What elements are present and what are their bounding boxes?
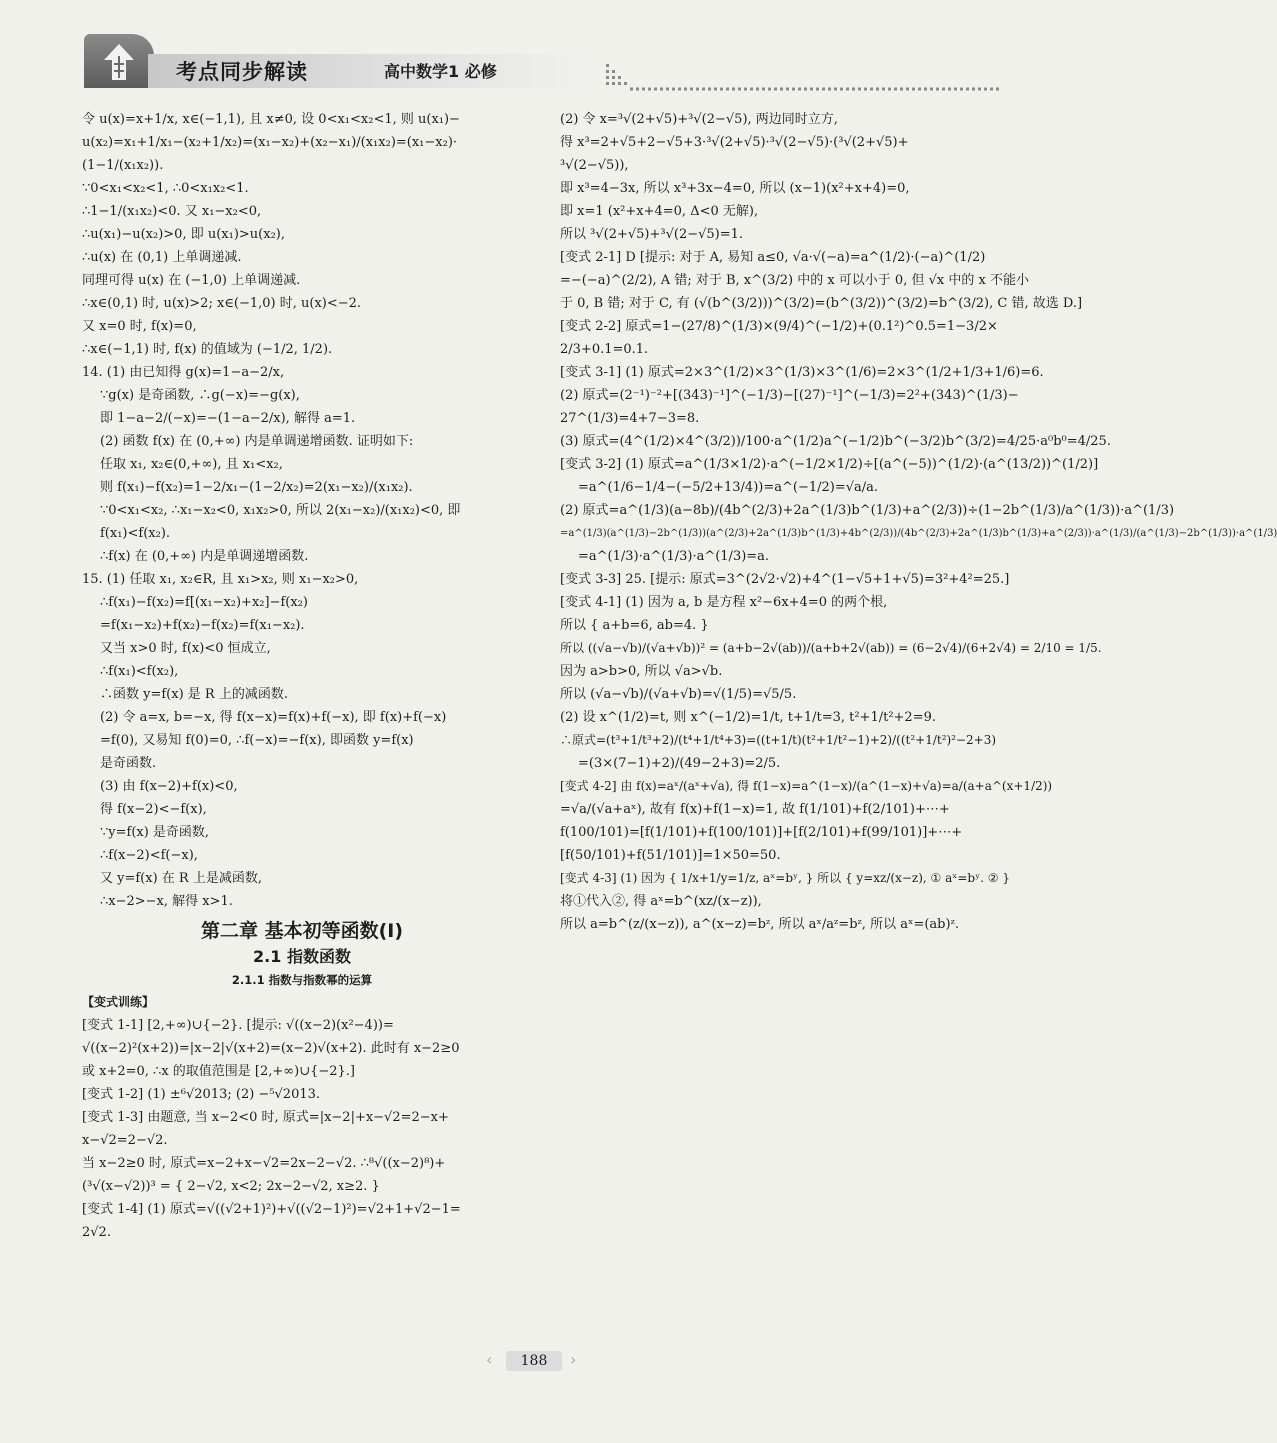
text-line: (2) 令 x=³√(2+√5)+³√(2−√5), 两边同时立方, <box>560 112 838 127</box>
text-line: 2/3+0.1=0.1. <box>560 342 649 357</box>
text-line: 得 x³=2+√5+2−√5+3·³√(2+√5)·³√(2−√5)·(³√(2+√5)+ <box>560 135 909 150</box>
text-line: (1−1/(x₁x₂)). <box>82 158 164 173</box>
right-chevron-icon: › <box>570 1350 577 1369</box>
text-line: 所以 (√a−√b)/(√a+√b)=√(1/5)=√5/5. <box>560 687 797 702</box>
text-line: ∴1−1/(x₁x₂)<0. 又 x₁−x₂<0, <box>82 204 262 219</box>
text-line: (3) 原式=(4^(1/2)×4^(3/2))/100·a^(1/2)a^(−1/2)b^(−3/2)b^(3/2)=4/25·a⁰b⁰=4/25. <box>560 434 1111 449</box>
variant-3-1: [变式 3-1] (1) 原式=2×3^(1/2)×3^(1/3)×3^(1/6)=2×3^(1/2+1/3+1/6)=6. <box>560 365 1044 380</box>
book-subject: 高中数学1 必修 <box>384 62 497 81</box>
problem-14: 14. (1) 由已知得 g(x)=1−a−2/x, <box>82 365 285 380</box>
chapter-title: 第二章 基本初等函数(Ⅰ) <box>200 920 404 942</box>
text-line: x−√2=2−√2. <box>82 1133 168 1148</box>
text-line: ∵0<x₁<x₂<1, ∴0<x₁x₂<1. <box>82 181 249 196</box>
text-line: (2) 函数 f(x) 在 (0,+∞) 内是单调递增函数. 证明如下: <box>100 434 414 449</box>
text-line: 27^(1/3)=4+7−3=8. <box>560 411 700 426</box>
text-line: ∴x∈(−1,1) 时, f(x) 的值域为 (−1/2, 1/2). <box>82 342 333 357</box>
text-line: 将①代入②, 得 aˣ=b^(xz/(x−z)), <box>560 894 762 909</box>
text-line: ∴u(x₁)−u(x₂)>0, 即 u(x₁)>u(x₂), <box>82 227 285 242</box>
variant-1-1: [变式 1-1] [2,+∞)∪{−2}. [提示: √((x−2)(x²−4))= <box>82 1018 394 1033</box>
text-line: 得 f(x−2)<−f(x), <box>100 802 207 817</box>
header-dot-pattern <box>604 62 999 94</box>
text-line: (³√(x−√2))³ = { 2−√2, x<2; 2x−2−√2, x≥2. } <box>82 1179 380 1194</box>
text-line: (2) 令 a=x, b=−x, 得 f(x−x)=f(x)+f(−x), 即 f(x)+f(−x) <box>100 710 447 725</box>
text-line: 则 f(x₁)−f(x₂)=1−2/x₁−(1−2/x₂)=2(x₁−x₂)/(x₁x₂). <box>100 480 413 495</box>
variant-3-3: [变式 3-3] 25. [提示: 原式=3^(2√2·√2)+4^(1−√5+1+√5)=3²+4²=25.] <box>560 572 1010 587</box>
text-line: (2) 原式=a^(1/3)(a−8b)/(4b^(2/3)+2a^(1/3)b^(1/3)+a^(2/3))÷(1−2b^(1/3)/a^(1/3))·a^(1/3) <box>560 503 1175 518</box>
text-line: =a^(1/3)(a^(1/3)−2b^(1/3))(a^(2/3)+2a^(1/3)b^(1/3)+4b^(2/3))/(4b^(2/3)+2a^(1/3)b^(1/3)+a^(2/3))·a^(1/3)/(a^(1/3)−2b^(1/3))·a^(1/3) <box>560 528 1277 539</box>
text-line: ∴u(x) 在 (0,1) 上单调递减. <box>82 250 242 265</box>
text-line: ∴f(x₁)<f(x₂), <box>100 664 179 679</box>
text-line: ∴f(x−2)<f(−x), <box>100 848 198 863</box>
text-line: =f(0), 又易知 f(0)=0, ∴f(−x)=−f(x), 即函数 y=f(x) <box>100 733 414 748</box>
text-line: 又 y=f(x) 在 R 上是减函数, <box>100 871 262 886</box>
text-line: ∵0<x₁<x₂, ∴x₁−x₂<0, x₁x₂>0, 所以 2(x₁−x₂)/(x₁x₂)<0, 即 <box>100 503 461 518</box>
text-line: =a^(1/6−1/4−(−5/2+13/4))=a^(−1/2)=√a/a. <box>578 480 879 495</box>
text-line: 同理可得 u(x) 在 (−1,0) 上单调递减. <box>82 273 301 288</box>
text-line: (2) 设 x^(1/2)=t, 则 x^(−1/2)=1/t, t+1/t=3, t²+1/t²+2=9. <box>560 710 936 725</box>
text-line: 或 x+2=0, ∴x 的取值范围是 [2,+∞)∪{−2}.] <box>82 1064 355 1079</box>
text-line: =f(x₁−x₂)+f(x₂)−f(x₂)=f(x₁−x₂). <box>100 618 305 633</box>
right-column <box>560 108 1277 936</box>
text-line: ∴函数 y=f(x) 是 R 上的减函数. <box>100 687 288 702</box>
text-line: ∴x−2>−x, 解得 x>1. <box>100 894 233 909</box>
text-line: ∵g(x) 是奇函数, ∴g(−x)=−g(x), <box>100 388 300 403</box>
text-line: 于 0, B 错; 对于 C, 有 (√(b^(3/2)))^(3/2)=(b^(3/2))^(3/2)=b^(3/2), C 错, 故选 D.] <box>560 296 1083 311</box>
variant-1-4: [变式 1-4] (1) 原式=√((√2+1)²)+√((√2−1)²)=√2+1+√2−1= <box>82 1202 461 1217</box>
section-title: 2.1 指数函数 <box>253 947 351 966</box>
text-line: ∴原式=(t³+1/t³+2)/(t⁴+1/t⁴+3)=((t+1/t)(t²+1/t²−1)+2)/((t²+1/t²)²−2+3) <box>560 733 997 747</box>
left-column <box>82 108 522 1244</box>
text-line: ∴f(x) 在 (0,+∞) 内是单调递增函数. <box>100 549 309 564</box>
text-line: √((x−2)²(x+2))=|x−2|√(x+2)=(x−2)√(x+2). 此时有 x−2≥0 <box>82 1041 460 1056</box>
text-line: ∵y=f(x) 是奇函数, <box>100 825 210 840</box>
text-line: 是奇函数. <box>100 756 157 771</box>
arrow-tree-icon <box>102 42 136 82</box>
text-line: 令 u(x)=x+1/x, x∈(−1,1), 且 x≠0, 设 0<x₁<x₂<1, 则 u(x₁)− <box>82 112 460 127</box>
text-line: 又当 x>0 时, f(x)<0 恒成立, <box>100 641 271 656</box>
text-line: 即 1−a−2/(−x)=−(1−a−2/x), 解得 a=1. <box>100 411 356 426</box>
subsection-title: 2.1.1 指数与指数幂的运算 <box>231 973 373 987</box>
text-line: ∴x∈(0,1) 时, u(x)>2; x∈(−1,0) 时, u(x)<−2. <box>82 296 362 311</box>
text-line: 所以 ((√a−√b)/(√a+√b))² = (a+b−2√(ab))/(a+b+2√(ab)) = (6−2√4)/(6+2√4) = 2/10 = 1/5. <box>560 641 1102 655</box>
text-line: f(100/101)=[f(1/101)+f(100/101)]+[f(2/101)+f(99/101)]+⋯+ <box>560 825 963 840</box>
text-line: 当 x−2≥0 时, 原式=x−2+x−√2=2x−2−√2. ∴⁸√((x−2)⁸)+ <box>82 1156 446 1171</box>
text-line: =(3×(7−1)+2)/(49−2+3)=2/5. <box>578 756 781 771</box>
variant-3-2: [变式 3-2] (1) 原式=a^(1/3×1/2)·a^(−1/2×1/2)÷[(a^(−5))^(1/2)·(a^(13/2))^(1/2)] <box>560 457 1099 472</box>
text-line: (3) 由 f(x−2)+f(x)<0, <box>100 779 238 794</box>
text-line: =a^(1/3)·a^(1/3)·a^(1/3)=a. <box>578 549 770 564</box>
variant-2-1: [变式 2-1] D [提示: 对于 A, 易知 a≤0, √a·√(−a)=a^(1/2)·(−a)^(1/2) <box>560 250 986 265</box>
text-line: f(x₁)<f(x₂). <box>100 526 171 541</box>
page-number: 188 <box>506 1351 562 1371</box>
text-line: 所以 { a+b=6, ab=4. } <box>560 618 709 633</box>
text-line: ∴f(x₁)−f(x₂)=f[(x₁−x₂)+x₂]−f(x₂) <box>100 595 308 610</box>
text-line: 所以 ³√(2+√5)+³√(2−√5)=1. <box>560 227 744 242</box>
text-line: =√a/(√a+aˣ), 故有 f(x)+f(1−x)=1, 故 f(1/101)+f(2/101)+⋯+ <box>560 802 950 817</box>
book-title: 考点同步解读 <box>176 60 308 84</box>
text-line: ³√(2−√5)), <box>560 158 629 173</box>
training-label: 【变式训练】 <box>82 995 155 1009</box>
text-line: 所以 a=b^(z/(x−z)), a^(x−z)=bᶻ, 所以 aˣ/aᶻ=bᶻ, 所以 aˣ=(ab)ᶻ. <box>560 917 960 932</box>
variant-4-2: [变式 4-2] 由 f(x)=aˣ/(aˣ+√a), 得 f(1−x)=a^(1−x)/(a^(1−x)+√a)=a/(a+a^(x+1/2)) <box>560 779 1053 793</box>
text-line: 因为 a>b>0, 所以 √a>√b. <box>560 664 723 679</box>
page-header <box>84 34 999 94</box>
variant-4-1: [变式 4-1] (1) 因为 a, b 是方程 x²−6x+4=0 的两个根, <box>560 595 888 610</box>
variant-2-2: [变式 2-2] 原式=1−(27/8)^(1/3)×(9/4)^(−1/2)+(0.1²)^0.5=1−3/2× <box>560 319 998 334</box>
left-chevron-icon: ‹ <box>486 1350 493 1369</box>
text-line: u(x₂)=x₁+1/x₁−(x₂+1/x₂)=(x₁−x₂)+(x₂−x₁)/(x₁x₂)=(x₁−x₂)· <box>82 135 458 150</box>
text-line: 任取 x₁, x₂∈(0,+∞), 且 x₁<x₂, <box>100 457 283 472</box>
variant-1-3: [变式 1-3] 由题意, 当 x−2<0 时, 原式=|x−2|+x−√2=2−x+ <box>82 1110 449 1125</box>
text-line: 2√2. <box>82 1225 111 1240</box>
variant-4-3: [变式 4-3] (1) 因为 { 1/x+1/y=1/z, aˣ=bʸ, } 所以 { y=xz/(x−z), ① aˣ=bʸ. ② } <box>560 871 1011 885</box>
text-line: 又 x=0 时, f(x)=0, <box>82 319 197 334</box>
variant-1-2: [变式 1-2] (1) ±⁶√2013; (2) −⁵√2013. <box>82 1087 321 1102</box>
text-line: [f(50/101)+f(51/101)]=1×50=50. <box>560 848 781 863</box>
text-line: 即 x=1 (x²+x+4=0, Δ<0 无解), <box>560 204 759 219</box>
book-logo <box>84 34 154 88</box>
problem-15: 15. (1) 任取 x₁, x₂∈R, 且 x₁>x₂, 则 x₁−x₂>0, <box>82 572 359 587</box>
page-footer <box>482 1349 586 1373</box>
text-line: =−(−a)^(2/2), A 错; 对于 B, x^(3/2) 中的 x 可以小于 0, 但 √x 中的 x 不能小 <box>560 273 1029 288</box>
text-line: (2) 原式=(2⁻¹)⁻²+[(343)⁻¹]^(−1/3)−[(27)⁻¹]^(−1/3)=2²+(343)^(1/3)− <box>560 388 1019 403</box>
text-line: 即 x³=4−3x, 所以 x³+3x−4=0, 所以 (x−1)(x²+x+4)=0, <box>560 181 910 196</box>
